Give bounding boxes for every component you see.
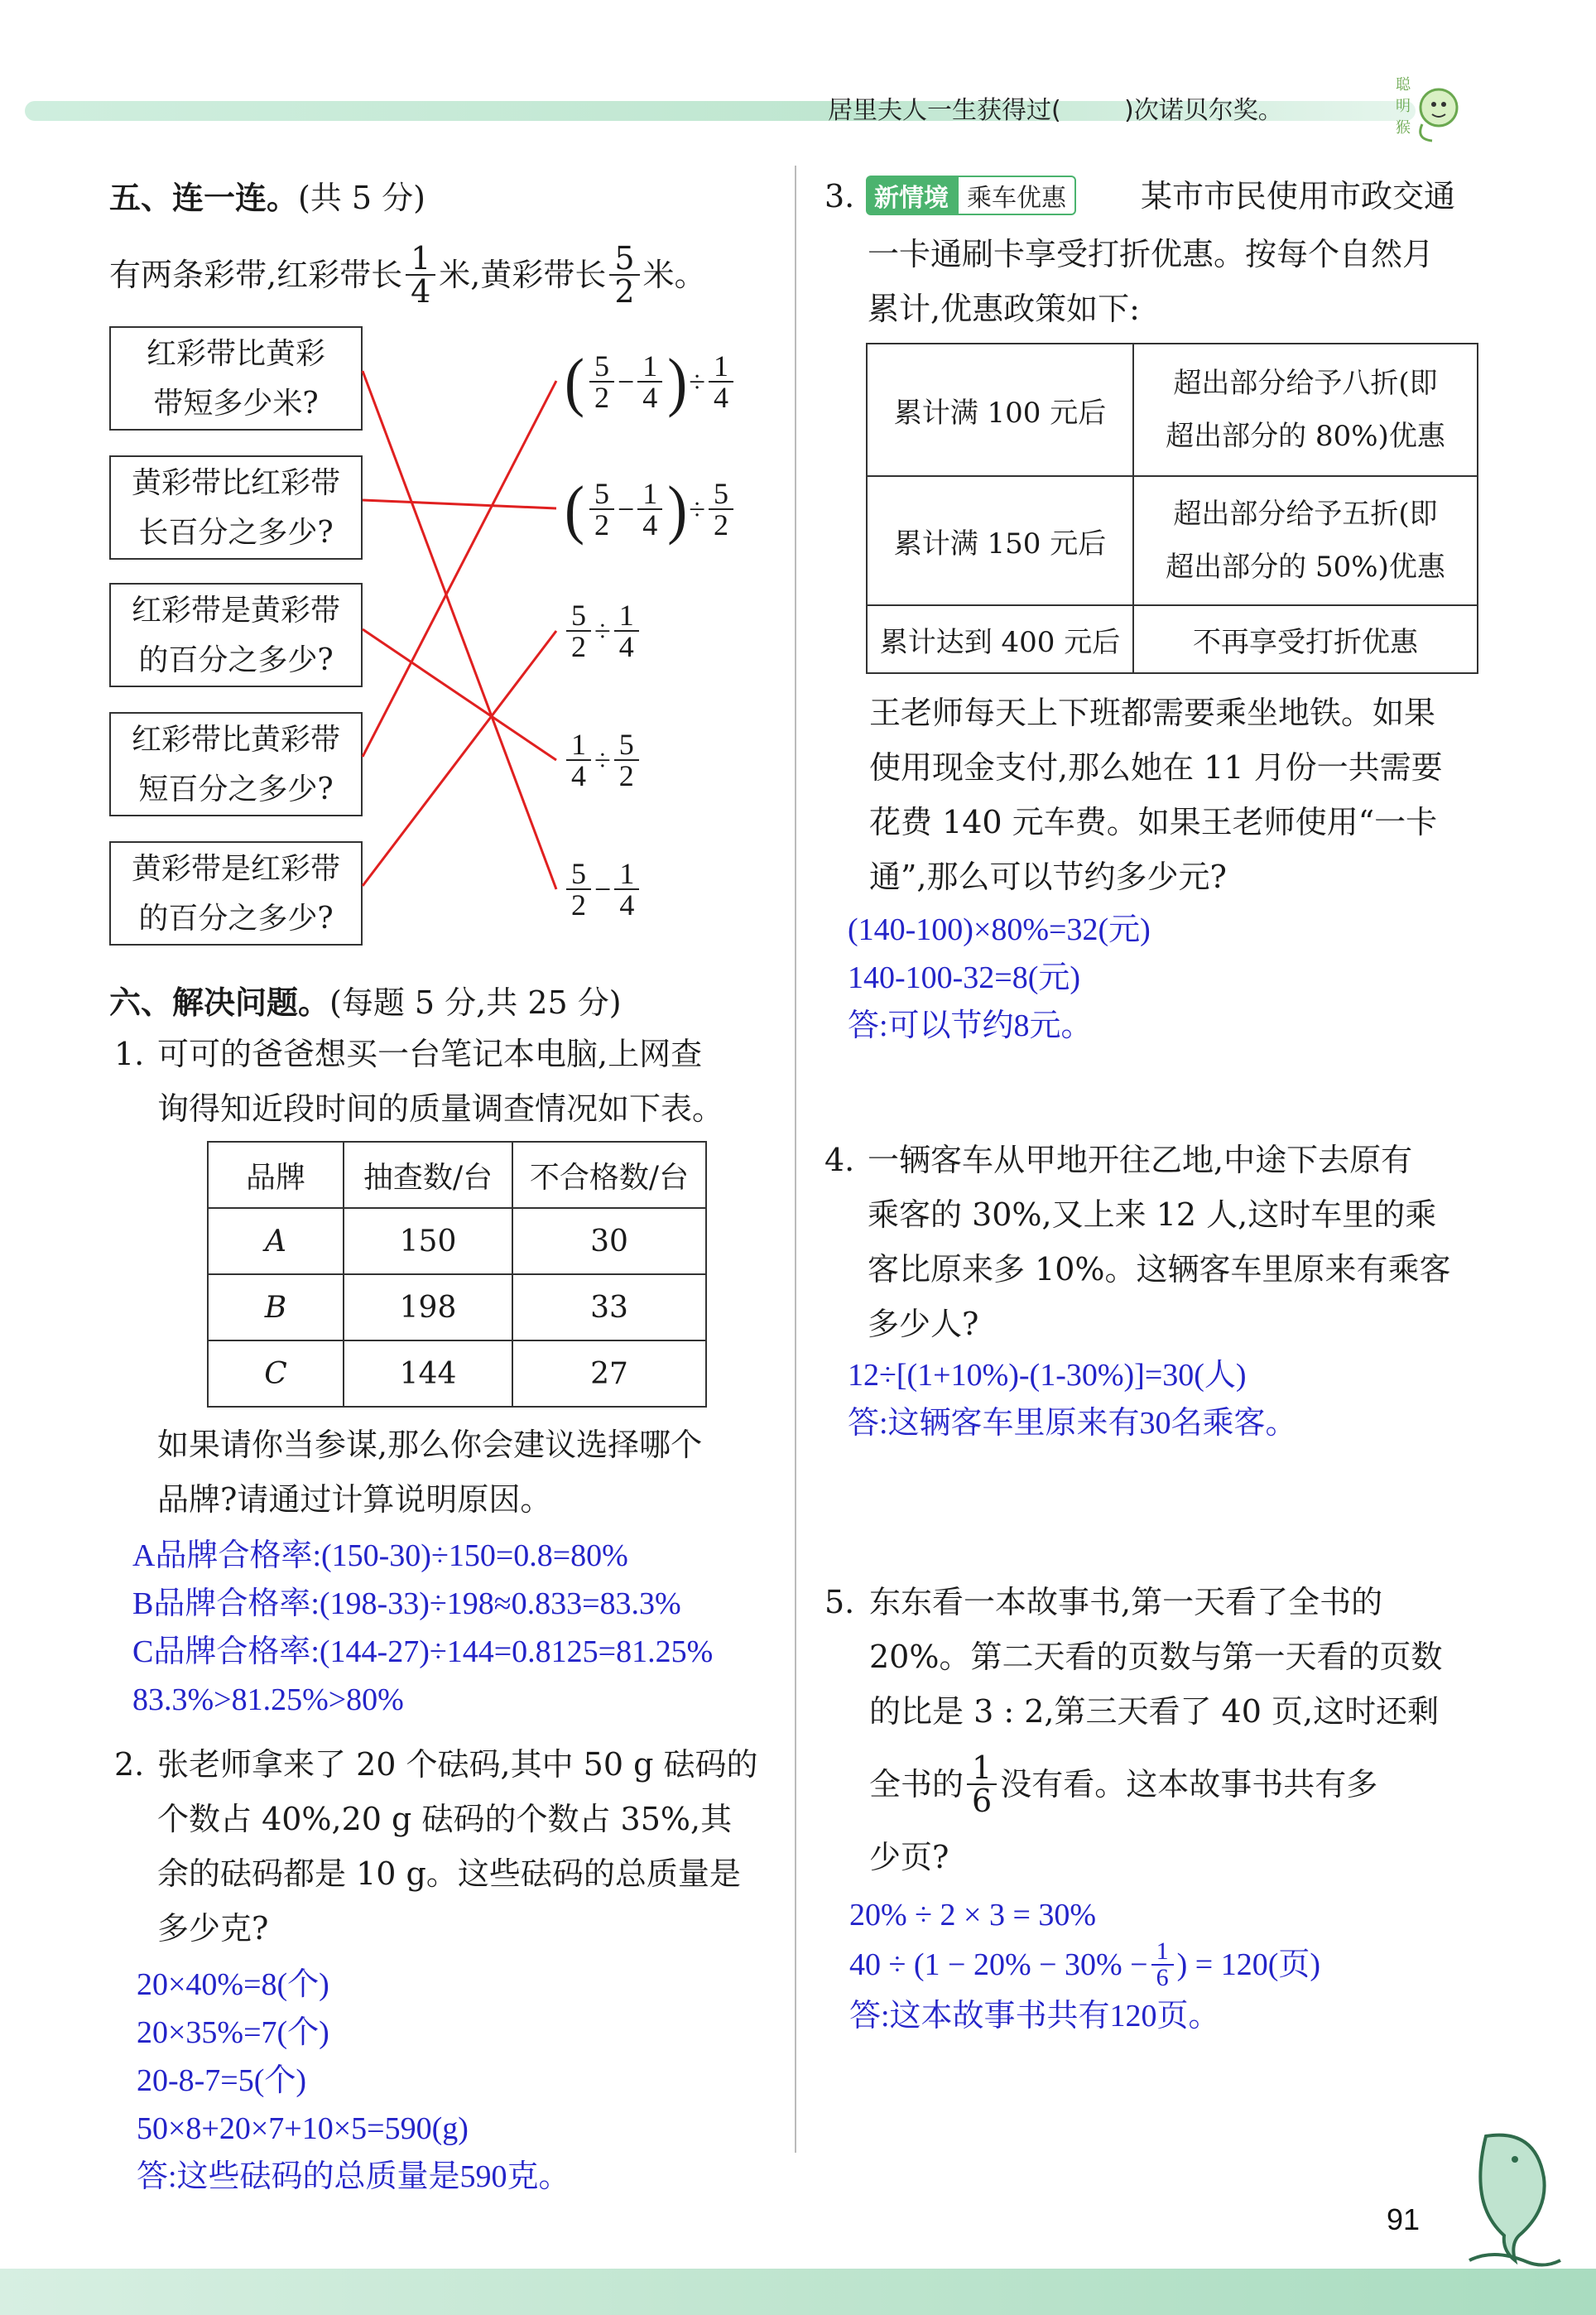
q2-answer: 答:这些砝码的总质量是590克。 — [137, 2159, 570, 2194]
q3-policy-table — [866, 343, 1478, 674]
q2-line: 多少克? — [157, 1910, 269, 1947]
match-left-item[interactable]: 黄彩带是红彩带 的百分之多少? — [109, 841, 363, 946]
table-cell: 累计满 100 元后 — [867, 344, 1133, 476]
q3-line: 某市市民使用市政交通 — [1141, 178, 1456, 214]
q5-line: 全书的 $\frac{1}{6}$ 没有看。这本故事书共有多 — [869, 1749, 1378, 1819]
q2-line: 余的砝码都是 10 g。这些砝码的总质量是 — [157, 1855, 741, 1892]
q1-line: 询得知近段时间的质量调查情况如下表。 — [157, 1090, 724, 1127]
table-cell: 198 — [344, 1274, 512, 1340]
q1-answer: B品牌合格率:(198-33)÷198≈0.833=83.3% — [132, 1586, 681, 1621]
table-row — [208, 1274, 706, 1340]
q1-answer: A品牌合格率:(150-30)÷150=0.8=80% — [132, 1538, 628, 1573]
table-cell: 27 — [512, 1340, 706, 1407]
q5-line: 东东看一本故事书,第一天看了全书的 — [869, 1584, 1383, 1620]
match-left-item[interactable]: 黄彩带比红彩带 长百分之多少? — [109, 455, 363, 560]
match-line — [363, 629, 556, 760]
match-right-expr[interactable]: ( $\frac{5}{2}$ − $\frac{1}{4}$ ) ÷ $\frac{1}{4}$ — [563, 336, 737, 427]
dolphin-icon — [1436, 2120, 1569, 2277]
table-cell: B — [208, 1274, 344, 1340]
match-left-item[interactable]: 红彩带比黄彩 带短多少米? — [109, 326, 363, 431]
q4-number: 4. — [824, 1142, 855, 1178]
section5-intro: 有两条彩带,红彩带长 $\frac{1}{4}$ 米,黄彩带长 $\frac{5}{2}$ 米。 — [109, 240, 706, 310]
table-header: 品牌 — [208, 1142, 344, 1208]
svg-text:猴: 猴 — [1396, 119, 1411, 137]
footer-band — [0, 2269, 1596, 2315]
table-row — [867, 476, 1478, 605]
q3-after: 使用现金支付,那么她在 11 月份一共需要 — [869, 749, 1443, 786]
match-right-expr[interactable]: $\frac{5}{2}$ − $\frac{1}{4}$ — [563, 848, 642, 931]
section6-title: 六、解决问题。(每题 5 分,共 25 分) — [109, 984, 622, 1021]
match-line — [363, 371, 556, 889]
q1-answer: C品牌合格率:(144-27)÷144=0.8125=81.25% — [132, 1634, 714, 1669]
q2-answer: 20-8-7=5(个) — [137, 2063, 307, 2098]
table-cell: 不再享受打折优惠 — [1133, 605, 1478, 673]
table-row — [208, 1340, 706, 1407]
table-header: 不合格数/台 — [512, 1142, 706, 1208]
q3-answer: 140-100-32=8(元) — [848, 960, 1081, 995]
table-cell: 144 — [344, 1340, 512, 1407]
q1-line: 可可的爸爸想买一台笔记本电脑,上网查 — [157, 1036, 703, 1072]
q5-answer: 40 ÷ (1 − 20% − 30% − $\frac{1}{6}$ ) = 120(页) — [849, 1937, 1321, 1991]
table-cell: 33 — [512, 1274, 706, 1340]
q2-line: 个数占 40%,20 g 砝码的个数占 35%,其 — [157, 1801, 733, 1837]
q1-after: 如果请你当参谋,那么你会建议选择哪个 — [157, 1427, 703, 1463]
match-right-expr[interactable]: $\frac{5}{2}$ ÷ $\frac{1}{4}$ — [563, 590, 642, 672]
table-cell: 150 — [344, 1208, 512, 1274]
table-cell: 超出部分给予五折(即 超出部分的 50%)优惠 — [1133, 476, 1478, 605]
q3-answer: (140-100)×80%=32(元) — [848, 912, 1151, 947]
q1-after: 品牌?请通过计算说明原因。 — [157, 1481, 552, 1518]
section5-title: 五、连一连。(共 5 分) — [109, 180, 426, 216]
match-line — [363, 500, 556, 508]
q3-answer: 答:可以节约8元。 — [848, 1008, 1093, 1043]
q3-after: 王老师每天上下班都需要乘坐地铁。如果 — [869, 695, 1436, 731]
table-cell: 30 — [512, 1208, 706, 1274]
q4-answer: 12÷[(1+10%)-(1-30%)]=30(人) — [848, 1358, 1247, 1393]
match-right-expr[interactable]: ( $\frac{5}{2}$ − $\frac{1}{4}$ ) ÷ $\frac{5}{2}$ — [563, 464, 737, 555]
q2-line: 张老师拿来了 20 个砝码,其中 50 g 砝码的 — [157, 1746, 758, 1783]
q3-after: 花费 140 元车费。如果王老师使用“一卡 — [869, 804, 1438, 840]
table-cell: 累计达到 400 元后 — [867, 605, 1133, 673]
table-cell: C — [208, 1340, 344, 1407]
q5-answer: 20% ÷ 2 × 3 = 30% — [849, 1898, 1097, 1932]
table-row — [867, 605, 1478, 673]
q5-number: 5. — [824, 1584, 855, 1620]
header-trivia: 居里夫人一生获得过( )次诺贝尔奖。 — [828, 96, 1283, 125]
topic-tag: 乘车优惠 — [957, 176, 1076, 215]
q5-answer: 答:这本故事书共有120页。 — [849, 1999, 1220, 2033]
match-left-item[interactable]: 红彩带是黄彩带 的百分之多少? — [109, 583, 363, 687]
table-cell: 累计满 150 元后 — [867, 476, 1133, 605]
q1-quality-table — [207, 1141, 707, 1408]
svg-text:聪: 聪 — [1396, 76, 1411, 94]
q3-line: 一卡通刷卡享受打折优惠。按每个自然月 — [868, 236, 1435, 272]
q3-number: 3. — [824, 178, 855, 214]
match-line — [363, 381, 556, 757]
match-line — [363, 631, 556, 886]
q2-number: 2. — [114, 1746, 145, 1783]
q2-answer: 20×35%=7(个) — [137, 2015, 329, 2050]
match-left-item[interactable]: 红彩带比黄彩带 短百分之多少? — [109, 712, 363, 816]
q5-line: 20%。第二天看的页数与第一天看的页数 — [869, 1639, 1443, 1675]
match-right-expr[interactable]: $\frac{1}{4}$ ÷ $\frac{5}{2}$ — [563, 719, 642, 801]
page-number: 91 — [1387, 2202, 1421, 2236]
table-header: 抽查数/台 — [344, 1142, 512, 1208]
q3-line: 累计,优惠政策如下: — [868, 291, 1140, 327]
table-cell: A — [208, 1208, 344, 1274]
q5-line: 的比是 3 : 2,第三天看了 40 页,这时还剩 — [869, 1693, 1440, 1730]
table-row — [208, 1208, 706, 1274]
table-row — [867, 344, 1478, 476]
q4-line: 多少人? — [868, 1306, 979, 1342]
q1-answer: 83.3%>81.25%>80% — [132, 1682, 404, 1717]
new-context-tag: 新情境 — [866, 176, 957, 215]
q5-line: 少页? — [869, 1839, 949, 1875]
q4-line: 客比原来多 10%。这辆客车里原来有乘客 — [868, 1251, 1451, 1287]
q4-line: 乘客的 30%,又上来 12 人,这时车里的乘 — [868, 1196, 1437, 1233]
table-cell: 超出部分给予八折(即 超出部分的 80%)优惠 — [1133, 344, 1478, 476]
svg-text:明: 明 — [1396, 98, 1411, 115]
q1-number: 1. — [114, 1036, 145, 1072]
q2-answer: 50×8+20×7+10×5=590(g) — [137, 2111, 469, 2146]
q3-tags — [866, 176, 1076, 215]
q4-line: 一辆客车从甲地开往乙地,中途下去原有 — [868, 1142, 1413, 1178]
q2-answer: 20×40%=8(个) — [137, 1967, 329, 2002]
q3-after: 通”,那么可以节约多少元? — [869, 859, 1227, 895]
q4-answer: 答:这辆客车里原来有30名乘客。 — [848, 1406, 1297, 1441]
